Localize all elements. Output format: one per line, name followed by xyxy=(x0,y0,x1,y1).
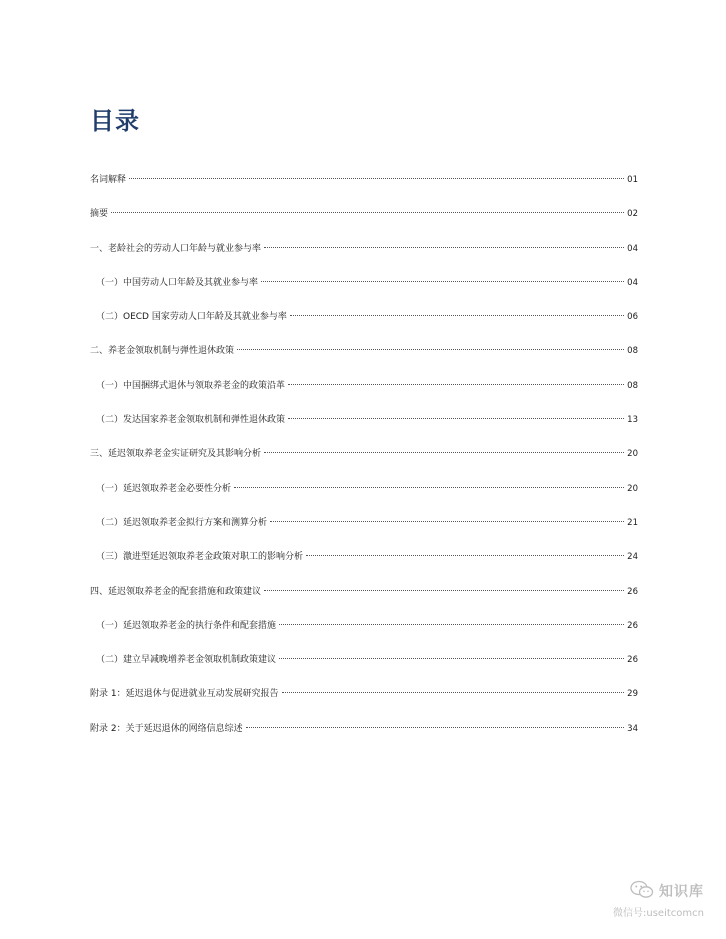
toc-entry[interactable] xyxy=(90,341,638,375)
page-title: 目录 xyxy=(90,107,140,135)
toc-entry-label: （二）建立早减晚增养老金领取机制政策建议 xyxy=(96,655,277,666)
toc-dot-leader xyxy=(288,418,624,419)
table-of-contents xyxy=(90,170,638,753)
toc-entry-label: （三）激进型延迟领取养老金政策对职工的影响分析 xyxy=(96,552,304,563)
watermark-name: 知识库 xyxy=(659,884,704,900)
toc-entry-label: 附录 1：延迟退休与促进就业互动发展研究报告 xyxy=(90,689,279,700)
toc-dot-leader xyxy=(246,727,625,728)
wechat-icon xyxy=(630,880,654,900)
toc-dot-leader xyxy=(282,692,625,693)
toc-dot-leader xyxy=(306,555,624,556)
toc-entry-page-number: 20 xyxy=(627,449,638,460)
toc-entry-label: 二、养老金领取机制与弹性退休政策 xyxy=(90,346,235,357)
toc-entry-label: 三、延迟领取养老金实证研究及其影响分析 xyxy=(90,449,262,460)
toc-entry-label: （一）延迟领取养老金必要性分析 xyxy=(96,483,232,494)
toc-entry[interactable] xyxy=(90,582,638,616)
toc-entry-label: 附录 2：关于延迟退休的网络信息综述 xyxy=(90,723,243,734)
toc-entry-label: （一）延迟领取养老金的执行条件和配套措施 xyxy=(96,620,277,631)
toc-entry-page-number: 21 xyxy=(627,517,638,528)
toc-dot-leader xyxy=(111,212,624,213)
toc-entry[interactable] xyxy=(90,307,638,341)
watermark-account: 微信号:useitcomcn xyxy=(613,908,704,919)
toc-entry-page-number: 06 xyxy=(627,312,638,323)
toc-entry-page-number: 26 xyxy=(627,620,638,631)
toc-dot-leader xyxy=(279,658,624,659)
toc-entry-label: （二）发达国家养老金领取机制和弹性退休政策 xyxy=(96,415,286,426)
toc-entry-page-number: 13 xyxy=(627,415,638,426)
toc-entry-page-number: 01 xyxy=(627,175,638,185)
toc-dot-leader xyxy=(264,452,624,453)
toc-entry-label: 名词解释 xyxy=(90,175,127,185)
toc-entry-label: 四、延迟领取养老金的配套措施和政策建议 xyxy=(90,586,262,597)
toc-entry[interactable] xyxy=(90,273,638,307)
toc-dot-leader xyxy=(264,590,624,591)
toc-entry-page-number: 20 xyxy=(627,483,638,494)
toc-entry[interactable] xyxy=(90,513,638,547)
toc-dot-leader xyxy=(270,521,624,522)
toc-entry[interactable] xyxy=(90,650,638,684)
toc-entry-page-number: 26 xyxy=(627,655,638,666)
toc-entry-label: （一）中国捆绑式退休与领取养老金的政策沿革 xyxy=(96,380,286,391)
toc-entry-page-number: 04 xyxy=(627,243,638,254)
toc-entry-label: （二）OECD 国家劳动人口年龄及其就业参与率 xyxy=(96,312,287,323)
toc-dot-leader xyxy=(288,384,624,385)
toc-entry-label: 一、老龄社会的劳动人口年龄与就业参与率 xyxy=(90,243,262,254)
toc-entry-label: 摘要 xyxy=(90,209,109,220)
toc-entry-label: （一）中国劳动人口年龄及其就业参与率 xyxy=(96,277,259,288)
toc-dot-leader xyxy=(279,624,624,625)
toc-dot-leader xyxy=(237,349,624,350)
toc-dot-leader xyxy=(261,281,624,282)
toc-entry[interactable] xyxy=(90,719,638,753)
toc-dot-leader xyxy=(264,247,624,248)
toc-dot-leader xyxy=(234,487,624,488)
toc-entry[interactable] xyxy=(90,410,638,444)
toc-entry-page-number: 26 xyxy=(627,586,638,597)
toc-dot-leader xyxy=(290,315,624,316)
toc-entry[interactable] xyxy=(90,444,638,478)
toc-entry[interactable] xyxy=(90,204,638,238)
toc-entry[interactable] xyxy=(90,376,638,410)
toc-entry[interactable] xyxy=(90,547,638,581)
toc-entry-page-number: 08 xyxy=(627,380,638,391)
toc-entry-page-number: 04 xyxy=(627,277,638,288)
toc-entry[interactable] xyxy=(90,170,638,204)
toc-entry-label: （二）延迟领取养老金拟行方案和测算分析 xyxy=(96,517,268,528)
toc-entry[interactable] xyxy=(90,616,638,650)
toc-dot-leader xyxy=(129,178,624,179)
toc-entry-page-number: 24 xyxy=(627,552,638,563)
toc-entry-page-number: 08 xyxy=(627,346,638,357)
toc-entry-page-number: 34 xyxy=(627,723,638,734)
toc-entry-page-number: 29 xyxy=(627,689,638,700)
watermark xyxy=(613,880,719,922)
toc-entry[interactable] xyxy=(90,479,638,513)
toc-entry[interactable] xyxy=(90,684,638,718)
toc-entry-page-number: 02 xyxy=(627,209,638,220)
toc-entry[interactable] xyxy=(90,239,638,273)
